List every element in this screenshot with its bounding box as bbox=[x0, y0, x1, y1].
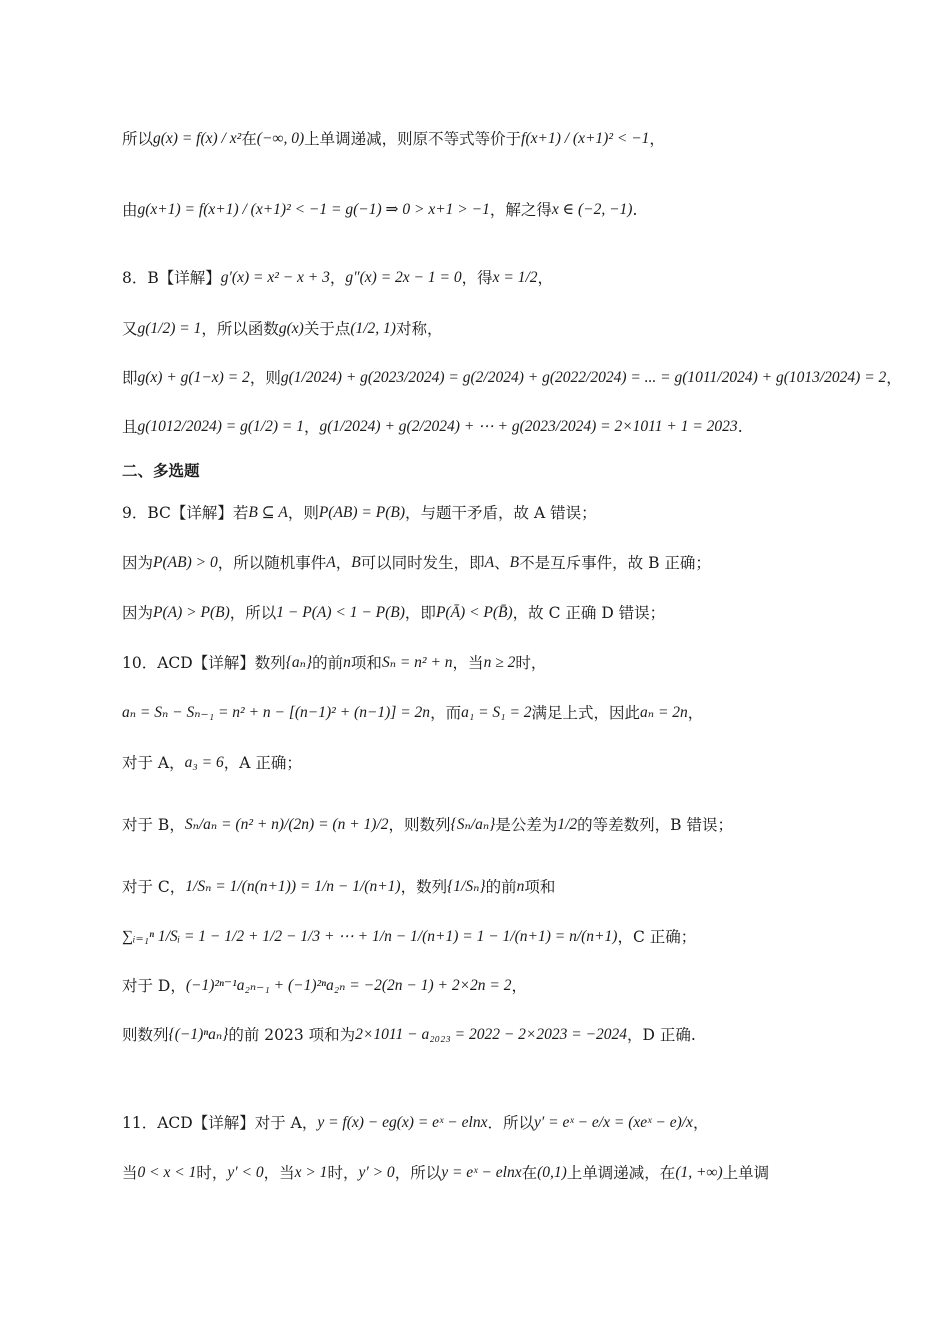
text-run: ， bbox=[692, 1114, 709, 1132]
text-run: 的前 bbox=[485, 878, 517, 896]
math-expression: Sₙ/aₙ = (n² + n)/(2n) = (n + 1)/2 bbox=[184, 816, 389, 833]
text-run: 、 bbox=[494, 554, 510, 572]
math-expression: P(AB) > 0 bbox=[153, 554, 218, 571]
math-expression: 1/Sₙ = 1/(n(n+1)) = 1/n − 1/(n+1) bbox=[185, 878, 401, 895]
text-run: 11．ACD【详解】对于 A， bbox=[122, 1114, 318, 1132]
math-expression: aₙ = 2n bbox=[640, 704, 688, 721]
paragraph-line bbox=[122, 973, 855, 998]
math-expression: P(AB) = P(B) bbox=[318, 504, 406, 521]
paragraph-line bbox=[122, 924, 855, 949]
math-expression: x = 1/2 bbox=[492, 269, 538, 286]
math-expression: a₃ = 6 bbox=[184, 754, 224, 771]
paragraph-line bbox=[122, 600, 855, 625]
paragraph-line bbox=[122, 1160, 855, 1185]
text-run: 时， bbox=[327, 1164, 359, 1182]
math-expression: ∑ᵢ₌₁ⁿ 1/Sᵢ = 1 − 1/2 + 1/2 − 1/3 + ⋯ + 1/n − 1/(n+1) = 1 − 1/(n+1) = n/(n+1) bbox=[122, 928, 618, 945]
math-expression: B ⊆ A bbox=[248, 504, 288, 521]
text-run: 则数列 bbox=[122, 1026, 169, 1044]
paragraph-line bbox=[122, 1110, 855, 1135]
math-expression: g(x) = f(x) / x² bbox=[153, 130, 242, 147]
text-run: 时， bbox=[515, 654, 547, 672]
math-expression: y′ < 0 bbox=[227, 1164, 264, 1181]
text-run: . bbox=[737, 418, 743, 436]
text-run: ， bbox=[537, 269, 554, 287]
math-expression: x > 1 bbox=[294, 1164, 328, 1181]
text-run: 满足上式，因此 bbox=[531, 704, 641, 722]
text-run: ，当 bbox=[452, 654, 484, 672]
text-run: 对称， bbox=[395, 320, 443, 338]
math-expression: P(A) > P(B) bbox=[153, 604, 230, 621]
math-expression: Sₙ = n² + n bbox=[381, 654, 453, 671]
text-run: 因为 bbox=[122, 604, 154, 622]
text-run: ， bbox=[335, 554, 352, 572]
math-expression: {aₙ} bbox=[285, 654, 313, 671]
text-run: 即 bbox=[122, 369, 138, 387]
math-expression: f(x+1) / (x+1)² < −1 bbox=[521, 130, 650, 147]
math-expression: x ∈ (−2, −1) bbox=[551, 201, 633, 218]
text-run: 时， bbox=[196, 1164, 228, 1182]
math-expression: 0 < x < 1 bbox=[137, 1164, 197, 1181]
text-run: ，所以随机事件 bbox=[217, 554, 327, 572]
math-expression: 2×1011 − a₂₀₂₃ = 2022 − 2×2023 = −2024 bbox=[355, 1026, 628, 1043]
text-run: . bbox=[632, 201, 638, 219]
math-expression: n ≥ 2 bbox=[483, 654, 516, 671]
text-run: ，故 C 正确 D 错误； bbox=[512, 604, 666, 622]
math-expression: g′(x) = x² − x + 3 bbox=[220, 269, 330, 286]
text-run: ，得 bbox=[461, 269, 493, 287]
text-run: ， bbox=[329, 269, 346, 287]
paragraph-line bbox=[122, 1022, 855, 1047]
math-expression: (−1)²ⁿ⁻¹a₂ₙ₋₁ + (−1)²ⁿa₂ₙ = −2(2n − 1) + 2×2n = 2 bbox=[185, 977, 512, 994]
text-run: 在 bbox=[521, 1164, 538, 1182]
section-heading bbox=[122, 458, 855, 483]
math-expression: y′ > 0 bbox=[358, 1164, 395, 1181]
math-expression: g(x) bbox=[278, 320, 304, 337]
text-run: 是公差为 bbox=[495, 816, 558, 834]
math-expression: y′ = eˣ − e/x = (xeˣ − e)/x bbox=[533, 1114, 693, 1131]
math-expression: g″(x) = 2x − 1 = 0 bbox=[345, 269, 462, 286]
math-expression: B bbox=[509, 554, 520, 571]
text-run: 由 bbox=[122, 201, 138, 219]
paragraph-line bbox=[122, 500, 855, 525]
text-run: 上单调递减，则原不等式等价于 bbox=[304, 130, 522, 148]
text-run: ，则数列 bbox=[388, 816, 451, 834]
text-run: 不是互斥事件，故 B 正确； bbox=[519, 554, 711, 572]
text-run: ，而 bbox=[430, 704, 462, 722]
text-run: ，即 bbox=[404, 604, 436, 622]
math-expression: g(1012/2024) = g(1/2) = 1 bbox=[137, 418, 304, 435]
text-run: 的等差数列，B 错误； bbox=[577, 816, 733, 834]
paragraph-line bbox=[122, 874, 855, 899]
math-expression: A bbox=[484, 554, 495, 571]
paragraph-line bbox=[122, 265, 855, 290]
text-run: 对于 C， bbox=[122, 878, 186, 896]
paragraph-line bbox=[122, 365, 902, 390]
math-expression: n bbox=[516, 878, 525, 895]
paragraph-line bbox=[122, 197, 855, 222]
text-run: 9．BC【详解】若 bbox=[122, 504, 249, 522]
math-expression: y = eˣ − elnx bbox=[441, 1164, 522, 1181]
math-expression: {1/Sₙ} bbox=[447, 878, 486, 895]
text-run: 对于 D， bbox=[122, 977, 186, 995]
text-run: ，C 正确； bbox=[617, 928, 697, 946]
paragraph-line bbox=[122, 316, 855, 341]
text-run: ，当 bbox=[263, 1164, 295, 1182]
text-run: 上单调 bbox=[722, 1164, 770, 1182]
text-run: 又 bbox=[122, 320, 138, 338]
math-expression: g(1/2024) + g(2/2024) + ⋯ + g(2023/2024) = 2×1011 + 1 = 2023 bbox=[319, 418, 738, 435]
text-run: ，数列 bbox=[400, 878, 448, 896]
math-expression: 1 − P(A) < 1 − P(B) bbox=[276, 604, 405, 621]
math-expression: {Sₙ/aₙ} bbox=[450, 816, 496, 833]
text-run: ， bbox=[511, 977, 528, 995]
text-run: 项和 bbox=[350, 654, 382, 672]
paragraph-line bbox=[122, 414, 855, 439]
text-run: 10．ACD【详解】数列 bbox=[122, 654, 286, 672]
math-expression: y = f(x) − eg(x) = eˣ − elnx bbox=[317, 1114, 488, 1131]
paragraph-line bbox=[122, 126, 855, 151]
text-run: ， bbox=[687, 704, 704, 722]
text-run: ，所以 bbox=[394, 1164, 442, 1182]
paragraph-line bbox=[122, 650, 855, 675]
math-expression: (−∞, 0) bbox=[256, 130, 305, 147]
text-run: ，所以函数 bbox=[201, 320, 279, 338]
text-run: ，则 bbox=[287, 504, 319, 522]
text-run: ，所以 bbox=[229, 604, 277, 622]
text-run: ， bbox=[649, 130, 665, 148]
text-run: 关于点 bbox=[303, 320, 351, 338]
math-expression: a₁ = S₁ = 2 bbox=[461, 704, 532, 721]
text-run: 8．B【详解】 bbox=[122, 269, 221, 287]
math-expression: 1/2 bbox=[557, 816, 578, 833]
math-expression: A bbox=[326, 554, 336, 571]
text-run: 可以同时发生，即 bbox=[360, 554, 485, 572]
text-run: ．所以 bbox=[487, 1114, 534, 1132]
math-expression: (1, +∞) bbox=[675, 1164, 723, 1181]
text-run: ，则 bbox=[249, 369, 281, 387]
math-expression: (1/2, 1) bbox=[350, 320, 396, 337]
math-expression: g(1/2024) + g(2023/2024) = g(2/2024) + g(2022/2024) = ... = g(1011/2024) + g(1013/2024) = 2 bbox=[280, 369, 887, 386]
text-run: ，与题干矛盾，故 A 错误； bbox=[405, 504, 597, 522]
text-run: ，A 正确； bbox=[223, 754, 302, 772]
text-run: ，解之得 bbox=[489, 201, 552, 219]
text-run: 所以 bbox=[122, 130, 154, 148]
paragraph-line bbox=[122, 812, 855, 837]
text-run: 上单调递减，在 bbox=[566, 1164, 676, 1182]
paragraph-line bbox=[122, 750, 855, 775]
text-run: 因为 bbox=[122, 554, 154, 572]
text-run: 在 bbox=[241, 130, 257, 148]
math-expression: n bbox=[343, 654, 351, 671]
math-expression: B bbox=[351, 554, 361, 571]
text-run: 项和 bbox=[524, 878, 556, 896]
math-expression: g(x+1) = f(x+1) / (x+1)² < −1 = g(−1) ⇒ 0 > x+1 > −1 bbox=[137, 201, 490, 218]
text-run: 对于 B， bbox=[122, 816, 185, 834]
text-run: 的前 2023 项和为 bbox=[228, 1026, 356, 1044]
text-run: 二、多选题 bbox=[122, 461, 200, 480]
text-run: ， bbox=[886, 369, 902, 387]
text-run: 且 bbox=[122, 418, 138, 436]
math-expression: aₙ = Sₙ − Sₙ₋₁ = n² + n − [(n−1)² + (n−1)] = 2n bbox=[122, 704, 431, 721]
paragraph-line bbox=[122, 550, 855, 575]
math-expression: g(x) + g(1−x) = 2 bbox=[137, 369, 250, 386]
math-expression: P(Ā) < P(B̄) bbox=[435, 604, 513, 621]
math-expression: g(1/2) = 1 bbox=[137, 320, 202, 337]
text-run: 对于 A， bbox=[122, 754, 185, 772]
paragraph-line bbox=[122, 700, 855, 725]
text-run: ， bbox=[303, 418, 320, 436]
text-run: 当 bbox=[122, 1164, 138, 1182]
math-expression: (0,1) bbox=[537, 1164, 567, 1181]
text-run: 的前 bbox=[312, 654, 344, 672]
math-expression: {(−1)ⁿaₙ} bbox=[168, 1026, 229, 1043]
text-run: ，D 正确. bbox=[627, 1026, 696, 1044]
